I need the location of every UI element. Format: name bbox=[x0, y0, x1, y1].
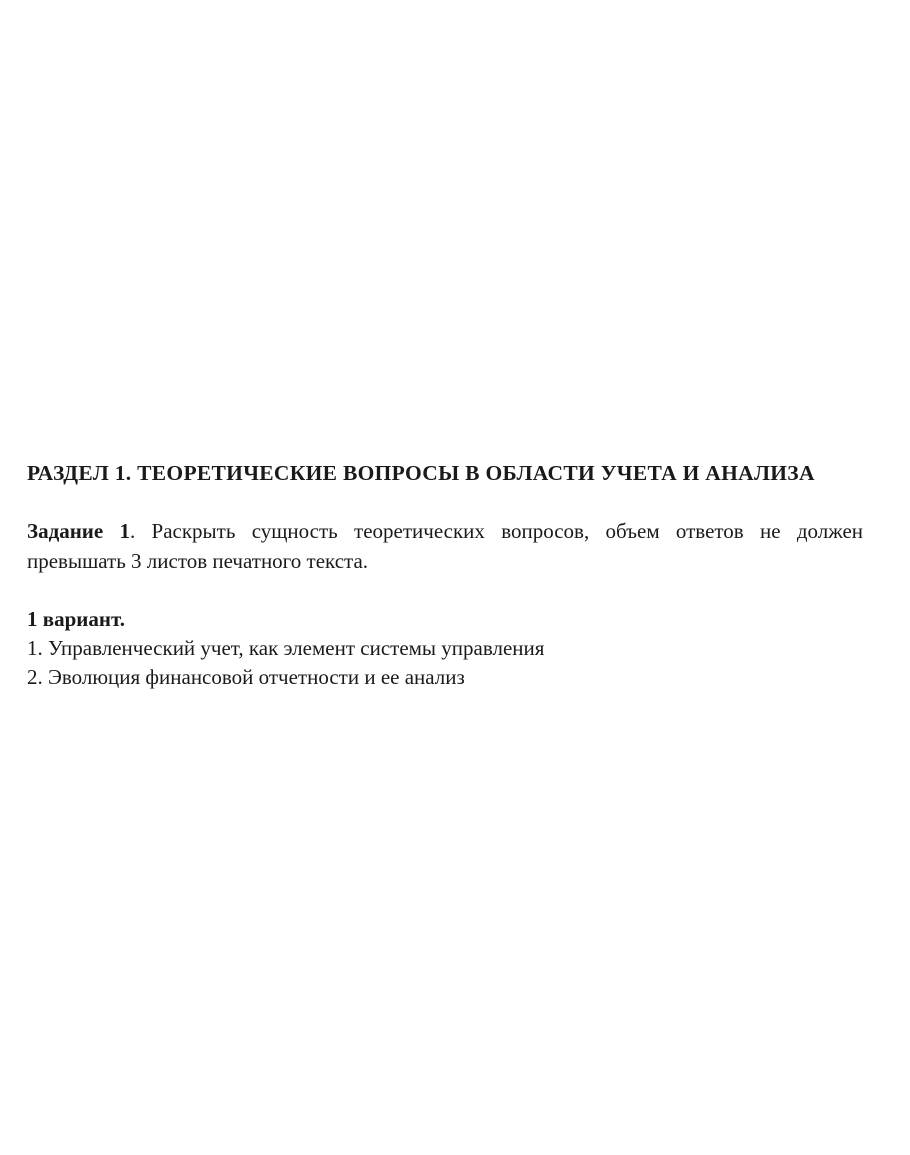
variant-title: 1 вариант. bbox=[27, 607, 125, 631]
question-list bbox=[27, 634, 863, 692]
task-label: Задание 1 bbox=[27, 519, 131, 543]
task-paragraph bbox=[27, 516, 863, 576]
task-text: . Раскрыть сущность теоретических вопросов, объем ответов не должен превышать 3 листов печатного текста. bbox=[27, 519, 864, 573]
section-heading: РАЗДЕЛ 1. ТЕОРЕТИЧЕСКИЕ ВОПРОСЫ В ОБЛАСТИ УЧЕТА И АНАЛИЗА bbox=[27, 461, 815, 485]
question-item: 1. Управленческий учет, как элемент системы управления bbox=[27, 636, 545, 660]
question-item: 2. Эволюция финансовой отчетности и ее анализ bbox=[27, 665, 465, 689]
document-content bbox=[27, 458, 863, 692]
